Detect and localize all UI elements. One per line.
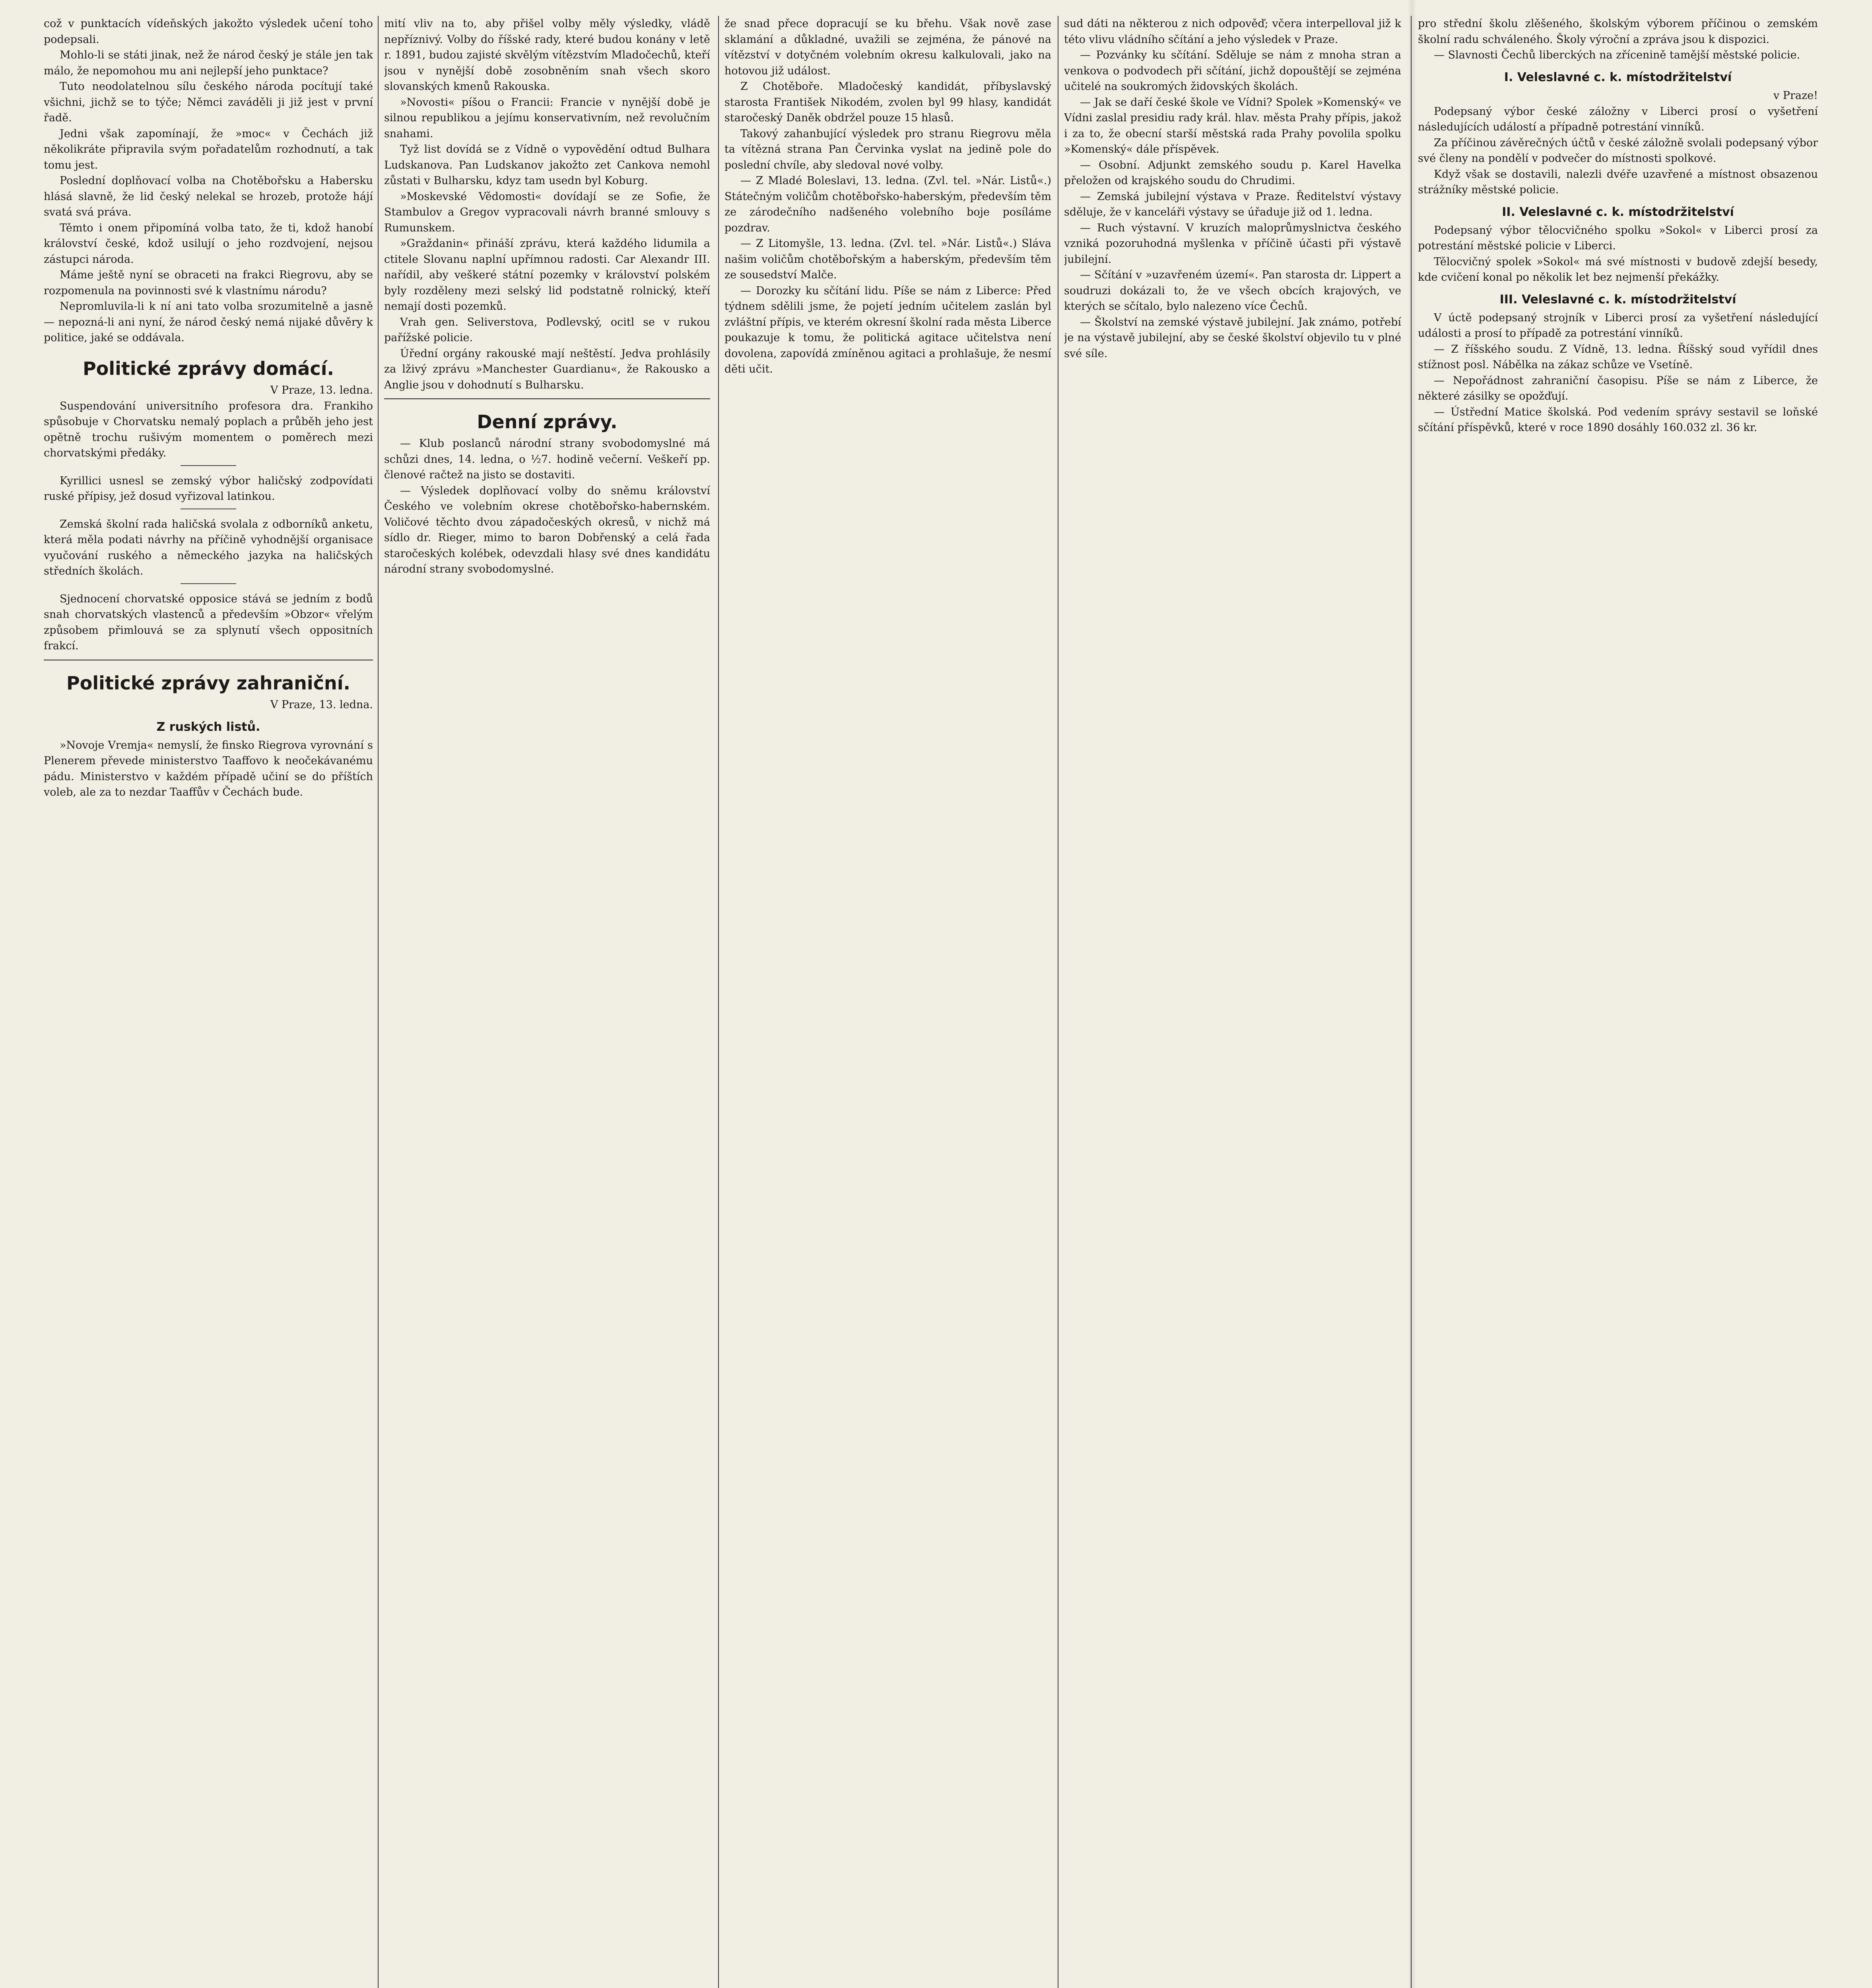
- article-paragraph: mití vliv na to, aby přišel volby měly výsledky, vládě nepříznivý. Volby do říšské rady, které budou konány v letě r. 1891, budou zajisté skvělým vítězstvím Mladočechů, kteří jsou v nynější době zosobněním snah všech skoro slovanských kmenů Rakouska.: [384, 17, 710, 93]
- news-item: — Jak se daří české škole ve Vídni? Spolek »Komenský« ve Vídni zaslal presidiu rady král. hlav. města Prahy přípis, jakož i za to, že obecní starší městská rada Prahy povolila spolku »Komenský« dále příspěvek.: [1064, 96, 1401, 155]
- column-rule: [378, 16, 379, 1988]
- article-paragraph: což v punktacích vídeňských jakožto výsledek učení toho podepsali.: [44, 17, 373, 46]
- article-paragraph: Mohlo-li se státi jinak, než že národ český je stále jen tak málo, že nepomohou mu ani nejlepší jeho punktace?: [44, 49, 373, 77]
- column-4: [1064, 16, 1401, 1988]
- letter-paragraph: Podepsaný výbor tělocvičného spolku »Sokol« v Liberci prosí za potrestání městské policie v Liberci.: [1418, 224, 1818, 252]
- letter-title: II. Veleslavné c. k. místodržitelství: [1502, 205, 1734, 219]
- article-paragraph: že snad přece dopracují se ku břehu. Však nově zase sklamání a důkladné, uvažili se zejména, že pánové na vítězství v dotyčném volebním okresu kalkulovali, jako na hotovou již událost.: [724, 17, 1051, 77]
- divider: [181, 509, 236, 513]
- letter-title: I. Veleslavné c. k. místodržitelství: [1504, 70, 1732, 84]
- divider: [181, 583, 236, 587]
- article-paragraph: »Graždanin« přináší zprávu, která každého lidumila a ctitele Slovanu naplní upřímnou radosti. Car Alexandr III. nařídil, aby veškeré státní pozemky v království polském byly rozděleny mezi selský lid podstatně rolnický, kteří nemají dosti pozemků.: [384, 237, 710, 313]
- letter-paragraph: Za příčinou závěrečných účtů v české záložně svolali podepsaný výbor své členy na pondělí v podvečer do místnosti spolkové.: [1418, 136, 1818, 165]
- section-title-domestic: Politické zprávy domácí.: [83, 357, 334, 379]
- news-item: — Výsledek doplňovací volby do sněmu království Českého ve volebním okrese chotěbořsko-habernském. Voličové těchto dvou západočeských okresů, v nichž má sídlo dr. Rieger, mimo to baron Dobřenský a celá řada staročeských kolébek, odevzdali hlasy své dnes kandidátu národní strany svobodomyslné.: [384, 484, 710, 575]
- article-paragraph: Suspendování universitního profesora dra. Frankiho spůsobuje v Chorvatsku nemalý poplach a průběh jeho jest opětně trochu rušivým momentem o poměrech mezi chorvatskými předáky.: [44, 400, 373, 459]
- section-title-foreign: Politické zprávy zahraniční.: [66, 672, 350, 694]
- article-paragraph: Tyž list dovídá se z Vídně o vypovědění odtud Bulhara Ludskanova. Pan Ludskanov jakožto zet Cankova nemohl zůstati v Bulharsku, kdyz tam usedn byl Koburg.: [384, 143, 710, 187]
- letter-paragraph: Když však se dostavili, nalezli dvéře uzavřené a místnost obsazenou strážníky městské policie.: [1418, 168, 1818, 196]
- news-item: — Ruch výstavní. V kruzích maloprůmyslnictva českého vzniká pozoruhodná myšlenka v příčině účasti při výstavě jubilejní.: [1064, 221, 1401, 266]
- news-item: — Klub poslanců národní strany svobodomyslné má schůzi dnes, 14. ledna, o ½7. hodině večerní. Veškeří pp. členové račtež na jisto se dostaviti.: [384, 437, 710, 481]
- news-item: — Sčítání v »uzavřeném území«. Pan starosta dr. Lippert a soudruzi dokázali to, že ve všech obcích krajových, ve kterých se sčítalo, bylo nalezeno více Čechů.: [1064, 269, 1401, 313]
- letter-paragraph: Podepsaný výbor české záložny v Liberci prosí o vyšetření následujících událostí a případně potrestání vinníků.: [1418, 105, 1818, 133]
- article-paragraph: pro střední školu zlěšeného, školským výborem příčinou o zemském školní radu schváleného. Školy výroční a zpráva jsou k dispozici.: [1418, 17, 1818, 46]
- page-fold: [1408, 0, 1416, 1988]
- news-item: — Ústřední Matice školská. Pod vedením správy sestavil se loňské sčítání příspěvků, které v roce 1890 dosáhly 160.032 zl. 36 kr.: [1418, 406, 1818, 434]
- letter-address: v Praze!: [1773, 89, 1818, 102]
- letter-paragraph: V úctě podepsaný strojník v Liberci prosí za vyšetření následující události a prosí to případě za potrestání vinníků.: [1418, 311, 1818, 340]
- article-paragraph: »Moskevské Vědomosti« dovídají se ze Sofie, že Stambulov a Gregov vypracovali návrh branné smlouvy s Rumunskem.: [384, 190, 710, 234]
- column-1: [44, 16, 373, 1988]
- article-paragraph: »Novoje Vremja« nemyslí, že finsko Riegrova vyrovnání s Plenerem převede ministerstvo Taaffovo k neočekávanému pádu. Ministerstvo v každém případě učiní se do příštích voleb, ale za to nezdar Taaffův v Čechách bude.: [44, 739, 373, 798]
- news-item: — Osobní. Adjunkt zemského soudu p. Karel Havelka přeložen od krajského soudu do Chrudimi.: [1064, 159, 1401, 187]
- letter-paragraph: Tělocvičný spolek »Sokol« má své místnosti v budově zdejší besedy, kde cvičení konal po několik let bez nejmenší překážky.: [1418, 255, 1818, 283]
- article-paragraph: Takový zahanbující výsledek pro stranu Riegrovu měla ta vítězná strana Pan Červinka vyslat na jedině pole do poslední chvíle, aby sledoval nové volby.: [724, 127, 1051, 171]
- dateline: V Praze, 13. ledna.: [270, 384, 373, 396]
- article-paragraph: Z Chotěboře. Mladočeský kandidát, příbyslavský starosta František Nikodém, zvolen byl 99 hlasy, kandidát staročeský Daněk obdržel pouze 15 hlasů.: [724, 80, 1051, 124]
- article-paragraph: — Z Litomyšle, 13. ledna. (Zvl. tel. »Nár. Listů«.) Sláva našim voličům chotěbořským a haberským, především těm ze sousedství Malče.: [724, 237, 1051, 281]
- article-paragraph: — Dorozky ku sčítání lidu. Píše se nám z Liberce: Před týdnem sdělili jsme, že pojetí jedním učitelem zaslán byl zvláštní přípis, ve kterém okresní školní rada města Liberce poukazuje k tomu, že politická agitace učitelstva není dovolena, zapovídá zmíněnou agitaci a prohlašuje, že nesmí děti učit.: [724, 284, 1051, 375]
- article-paragraph: Poslední doplňovací volba na Chotěbořsku a Habersku hlásá slavně, že lid český nelekal se hrozeb, protože hájí svatá svá práva.: [44, 175, 373, 218]
- divider: [384, 398, 710, 399]
- article-paragraph: Máme ještě nyní se obraceti na frakci Riegrovu, aby se rozpomenula na povinnosti své k vlastnímu národu?: [44, 269, 373, 297]
- section-title-news: Denní zprávy.: [477, 411, 618, 433]
- article-paragraph: sud dáti na některou z nich odpověď; včera interpelloval již k této vlivu vládního sčítání a jeho výsledek v Praze.: [1064, 17, 1401, 46]
- article-paragraph: — Z Mladé Boleslavi, 13. ledna. (Zvl. tel. »Nár. Listů«.) Státečným voličům chotěbořsko-haberským, především těm ze zárodečního nadšeného volebního boje posíláme pozdrav.: [724, 175, 1051, 234]
- divider: [181, 465, 236, 469]
- news-item: — Zemská jubilejní výstava v Praze. Ředitelství výstavy sděluje, že v kanceláři výstavy se úřaduje již od 1. ledna.: [1064, 190, 1401, 218]
- article-paragraph: Nepromluvila-li k ní ani tato volba srozumitelně a jasně — nepozná-li ani nyní, že národ český nemá nijaké důvěry k politice, jaké se oddávala.: [44, 300, 373, 344]
- news-item: — Nepořádnost zahraniční časopisu. Píše se nám z Liberce, že některé zásilky se opožďují.: [1418, 374, 1818, 402]
- column-3: [724, 16, 1051, 1988]
- news-item: — Slavnosti Čechů liberckých na zřícenině tamější městské policie.: [1434, 49, 1800, 61]
- article-paragraph: »Novosti« píšou o Francii: Francie v nynější době je silnou republikou a jejímu konservativním, než revolučním snahami.: [384, 96, 710, 140]
- subsection-title: Z ruských listů.: [156, 720, 260, 734]
- news-item: — Pozvánky ku sčítání. Sděluje se nám z mnoha stran a venkova o podvodech při sčítání, jichž dopouštějí se zejména učitelé na soukromých židovských školách.: [1064, 49, 1401, 93]
- article-paragraph: Těmto i onem připomíná volba tato, že ti, kdož hanobí království české, kdož usilují o jeho rozdvojení, nejsou zástupci národa.: [44, 221, 373, 266]
- article-paragraph: Vrah gen. Seliverstova, Podlevský, ocitl se v rukou pařížské policie.: [384, 316, 710, 344]
- letter-title: III. Veleslavné c. k. místodržitelství: [1499, 292, 1736, 307]
- article-paragraph: Tuto neodolatelnou sílu českého národa pocítují také všichni, jichž se to týče; Němci zaváděli ji již jest v první řadě.: [44, 80, 373, 124]
- article-paragraph: Úřední orgány rakouské mají neštěstí. Jedva prohlásily za lživý zprávu »Manchester Guardianu«, že Rakousko a Anglie jsou v dohodnutí s Bulharsku.: [384, 347, 710, 391]
- article-paragraph: Zemská školní rada haličská svolala z odborníků anketu, která měla podati návrhy na příčině vyhodnější organisace vyučování ruského a německého jazyka na haličských středních školách.: [44, 518, 373, 577]
- article-paragraph: Jedni však zapomínají, že »moc« v Čechách již několikráte připravila svým pořadatelům rozhodnutí, a tak tomu jest.: [44, 127, 373, 171]
- column-rule: [718, 16, 719, 1988]
- article-paragraph: Sjednocení chorvatské opposice stává se jedním z bodů snah chorvatských vlastenců a především »Obzor« vřelým způsobem přimlouvá se za splynutí všech oppositních frakcí.: [44, 592, 373, 652]
- dateline: V Praze, 13. ledna.: [270, 698, 373, 711]
- column-2: [384, 16, 710, 1988]
- column-5: [1418, 16, 1818, 1988]
- article-paragraph: Kyrillici usnesl se zemský výbor haličský zodpovídati ruské přípisy, jež dosud vyřizoval latinkou.: [44, 474, 373, 503]
- news-item: — Školství na zemské výstavě jubilejní. Jak známo, potřebí je na výstavě jubilejní, aby se české školství objevilo tu v plné své síle.: [1064, 316, 1401, 360]
- news-item: — Z říšského soudu. Z Vídně, 13. ledna. Říšský soud vyřídil dnes stížnost posl. Nábělka na zákaz schůze ve Vsetíně.: [1418, 343, 1818, 371]
